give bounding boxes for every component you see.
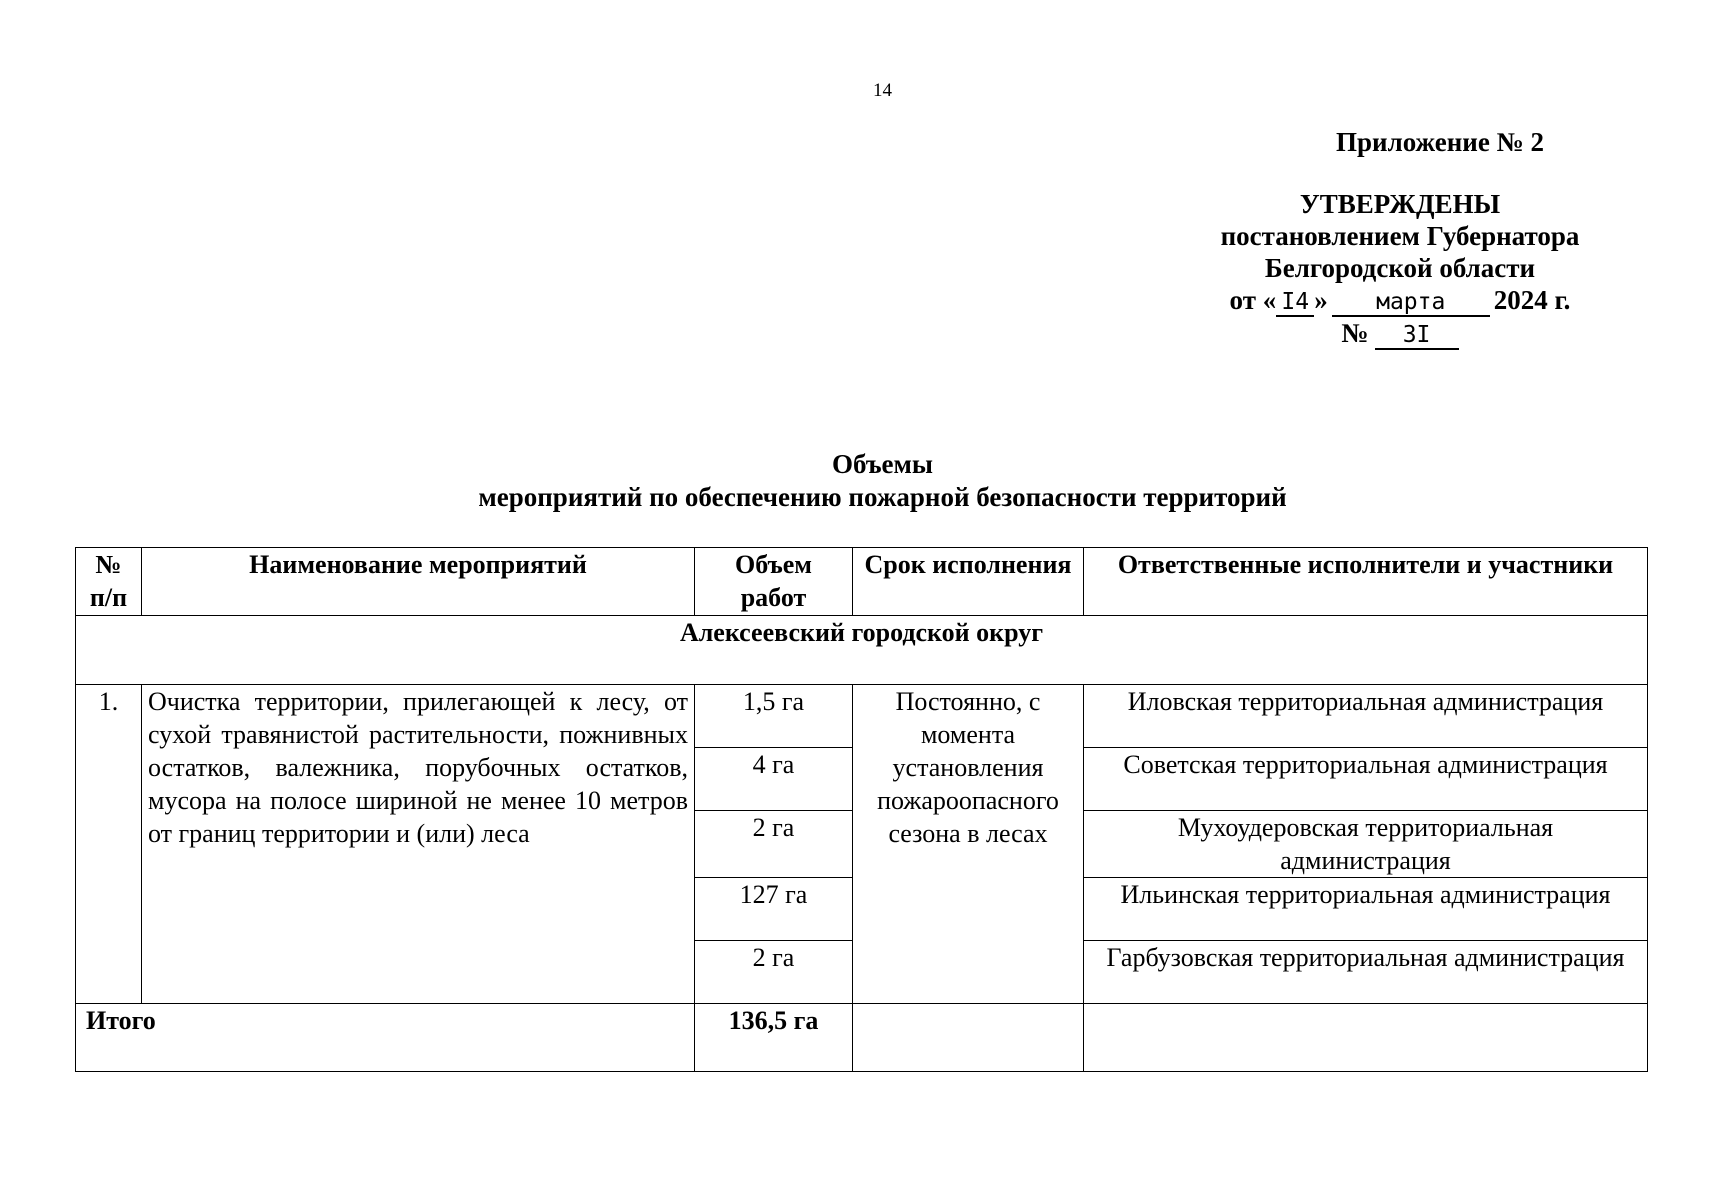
responsible-cell: Мухоудеровская территориальная администрация <box>1084 811 1648 878</box>
volume-cell: 127 га <box>695 878 853 941</box>
responsible-cell: Советская территориальная администрация <box>1084 748 1648 811</box>
volume-cell: 1,5 га <box>695 685 853 748</box>
table-row <box>76 685 1648 748</box>
header-term: Срок исполнения <box>853 548 1084 616</box>
district-name: Алексеевский городской округ <box>76 616 1648 685</box>
handwritten-number: 3I <box>1375 322 1459 350</box>
approved-label: УТВЕРЖДЕНЫ <box>1299 189 1501 219</box>
date-prefix: от « <box>1229 285 1277 315</box>
volume-cell: 2 га <box>695 811 853 878</box>
handwritten-day: I4 <box>1276 289 1314 317</box>
total-label: Итого <box>76 1004 695 1072</box>
total-term-empty <box>853 1004 1084 1072</box>
approval-number <box>1160 317 1640 350</box>
measures-table <box>75 547 1648 1072</box>
handwritten-month: марта <box>1332 289 1490 317</box>
number-prefix: № <box>1341 318 1369 348</box>
approved-by-line1: постановлением Губернатора <box>1220 221 1580 251</box>
document-title <box>0 448 1712 514</box>
term-cell: Постоянно, с момента установления пожароопасного сезона в лесах <box>853 685 1084 1004</box>
page-number: 14 <box>873 80 892 101</box>
title-line2: мероприятий по обеспечению пожарной безопасности территорий <box>478 482 1287 512</box>
row-number: 1. <box>76 685 142 1004</box>
measure-name: Очистка территории, прилегающей к лесу, от сухой травянистой растительности, пожнивных остатков, валежника, порубочных остатков, мусора на полосе шириной не менее 10 метров от границ территории и (или) леса <box>142 685 695 1004</box>
volume-cell: 2 га <box>695 941 853 1004</box>
volume-cell: 4 га <box>695 748 853 811</box>
header-name: Наименование мероприятий <box>142 548 695 616</box>
table-header-row <box>76 548 1648 616</box>
header-num: № п/п <box>76 548 142 616</box>
header-volume: Объем работ <box>695 548 853 616</box>
responsible-cell: Ильинская территориальная администрация <box>1084 878 1648 941</box>
total-responsible-empty <box>1084 1004 1648 1072</box>
header-responsible: Ответственные исполнители и участники <box>1084 548 1648 616</box>
total-row <box>76 1004 1648 1072</box>
title-line1: Объемы <box>831 449 934 479</box>
responsible-cell: Иловская территориальная администрация <box>1084 685 1648 748</box>
approval-stamp-block <box>1160 126 1640 350</box>
date-quote-close: » <box>1314 285 1328 315</box>
approval-date <box>1160 284 1640 317</box>
responsible-cell: Гарбузовская территориальная администрация <box>1084 941 1648 1004</box>
total-volume: 136,5 га <box>695 1004 853 1072</box>
date-year: 2024 г. <box>1493 285 1571 315</box>
approved-by-line2: Белгородской области <box>1264 253 1536 283</box>
district-row <box>76 616 1648 685</box>
annex-label: Приложение № 2 <box>1336 127 1544 157</box>
